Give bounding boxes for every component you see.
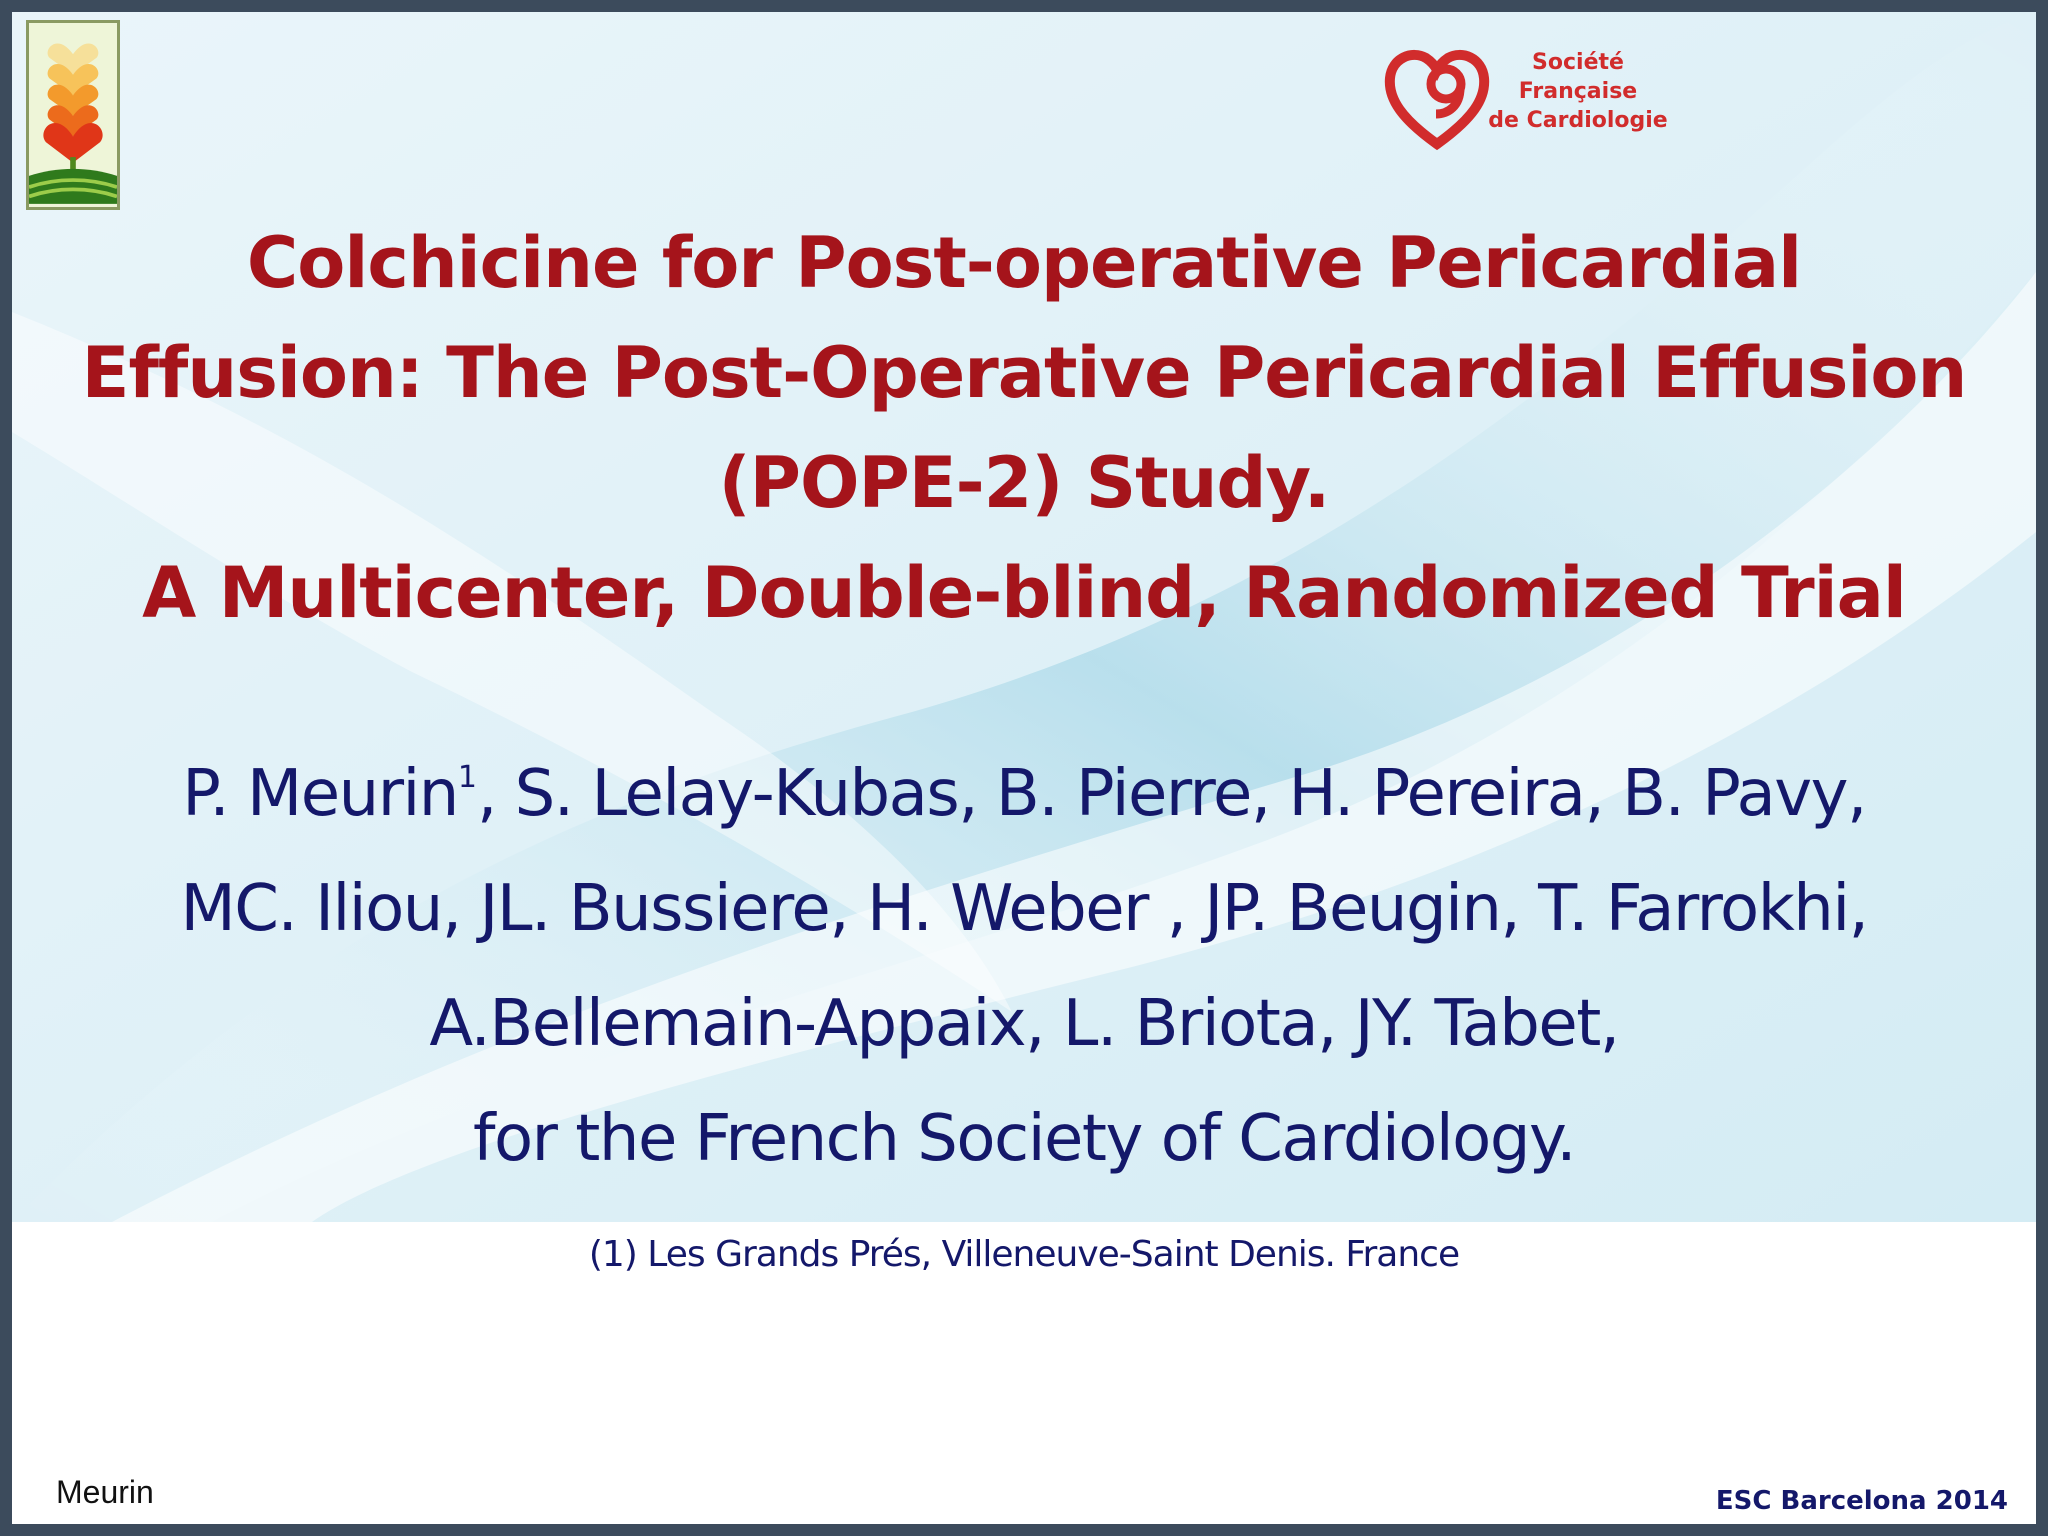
title-slide [12, 12, 2036, 1524]
sfc-name [1478, 48, 1678, 135]
sfc-line-2: Française [1518, 79, 1638, 104]
affiliation: (1) Les Grands Prés, Villeneuve-Saint Denis. France [588, 1234, 1460, 1275]
slide-title [12, 208, 2036, 648]
authors-line-4: for the French Society of Cardiology. [472, 1102, 1576, 1176]
title-line-2: Effusion: The Post-Operative Pericardial Effusion [81, 332, 1967, 414]
sfc-logo [1382, 34, 1682, 154]
affiliation-marker: 1 [457, 760, 477, 795]
sfc-line-1: Société [1532, 50, 1624, 75]
title-line-3: (POPE-2) Study. [718, 442, 1330, 524]
footer-event: ESC Barcelona 2014 [1715, 1486, 2008, 1516]
title-line-1: Colchicine for Post-operative Pericardial [246, 222, 1802, 304]
authors-line-1-rest: , S. Lelay-Kubas, B. Pierre, H. Pereira, B. Pavy, [476, 757, 1866, 831]
heart-stack-icon [43, 43, 102, 162]
clinic-logo [26, 20, 120, 210]
author-list [12, 737, 2036, 1197]
authors-line-3: A.Bellemain-Appaix, L. Briota, JY. Tabet, [429, 987, 1619, 1061]
heart-logo-icon [1382, 44, 1492, 154]
title-line-4: A Multicenter, Double-blind, Randomized Trial [142, 552, 1906, 634]
authors-line-2: MC. Iliou, JL. Bussiere, H. Weber , JP. Beugin, T. Farrokhi, [180, 872, 1868, 946]
author-first: P. Meurin [182, 757, 458, 831]
authors-line-1 [12, 737, 2036, 852]
sfc-line-3: de Cardiologie [1488, 108, 1668, 133]
footer-presenter: Meurin [56, 1474, 154, 1510]
